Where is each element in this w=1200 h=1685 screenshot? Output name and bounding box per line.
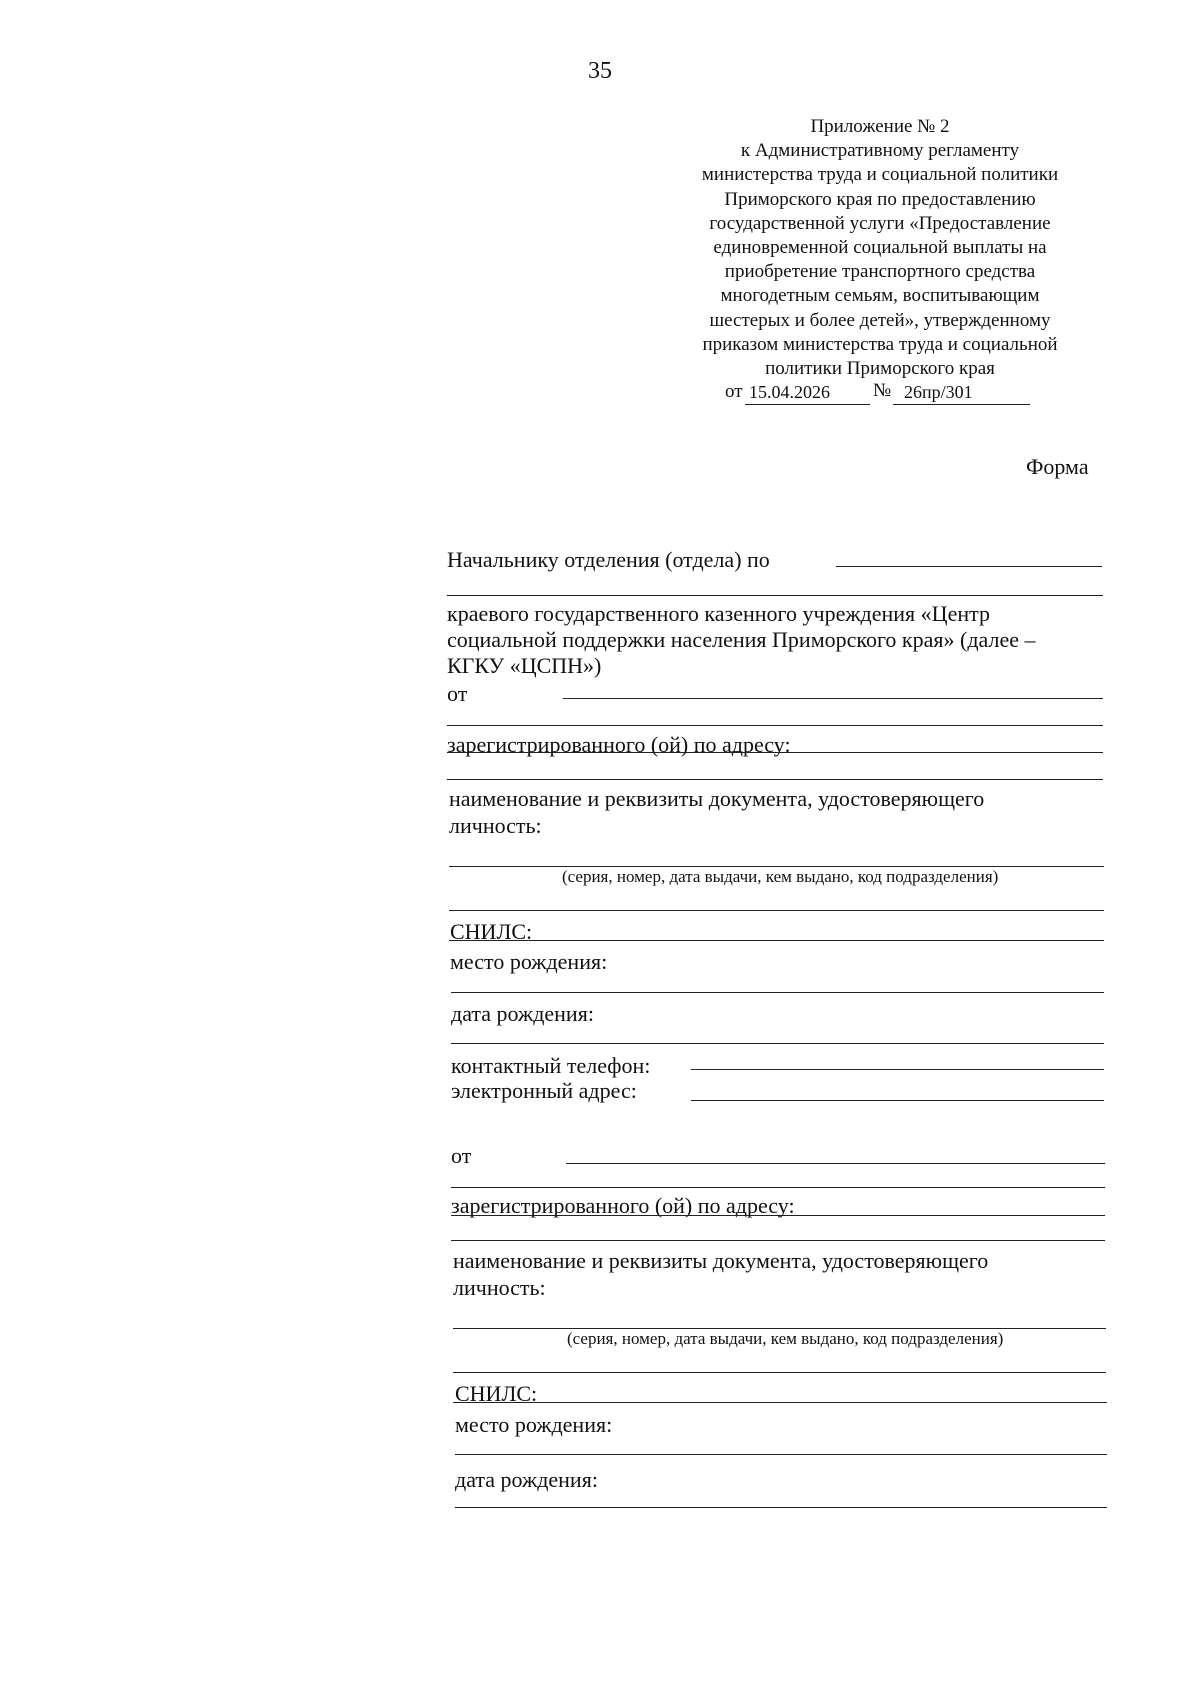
appendix-line: Приложение № 2 xyxy=(810,116,950,137)
applicant1-registered-label: зарегистрированного (ой) по адресу: xyxy=(447,732,791,757)
applicant2-doc-line-2 xyxy=(453,1372,1106,1373)
applicant1-birthplace-line xyxy=(451,992,1104,993)
applicant1-birthplace-label: место рождения: xyxy=(450,949,608,974)
addressee-line-3: социальной поддержки населения Приморского края» (далее – xyxy=(447,627,1036,652)
applicant1-name-line-2 xyxy=(447,725,1103,726)
applicant1-doc-hint: (серия, номер, дата выдачи, кем выдано, код подразделения) xyxy=(562,867,999,886)
applicant1-phone-label: контактный телефон: xyxy=(451,1053,651,1078)
applicant2-snils-label: СНИЛС: xyxy=(455,1381,538,1406)
department-field-line xyxy=(836,566,1102,567)
applicant2-address-line-2 xyxy=(451,1240,1105,1241)
form-label: Форма xyxy=(1026,454,1089,479)
applicant1-birthdate-label: дата рождения: xyxy=(451,1001,594,1026)
order-number-prefix: № xyxy=(873,380,892,401)
appendix-line: приказом министерства труда и социальной xyxy=(702,333,1058,355)
appendix-line: министерства труда и социальной политики xyxy=(701,164,1059,186)
appendix-line: к Административному регламенту xyxy=(740,140,1020,162)
applicant2-snils-line xyxy=(453,1402,1107,1403)
applicant2-from-label: от xyxy=(451,1143,472,1168)
department-field-line-2 xyxy=(447,595,1103,596)
applicant1-snils-label: СНИЛС: xyxy=(450,919,533,944)
applicant1-address-line xyxy=(447,752,1103,753)
applicant2-birthdate-label: дата рождения: xyxy=(455,1467,598,1492)
addressee-line-2: краевого государственного казенного учреждения «Центр xyxy=(447,601,990,626)
applicant1-birthdate-line xyxy=(451,1043,1104,1044)
applicant1-doc-label-2: личность: xyxy=(449,813,542,838)
appendix-line: единовременной социальной выплаты на xyxy=(713,237,1047,259)
applicant1-from-label: от xyxy=(447,681,468,706)
applicant1-doc-line-2 xyxy=(449,910,1104,911)
applicant2-registered-label: зарегистрированного (ой) по адресу: xyxy=(451,1193,795,1218)
applicant2-address-line xyxy=(451,1215,1105,1216)
applicant2-birthplace-line xyxy=(455,1454,1107,1455)
applicant1-email-label: электронный адрес: xyxy=(451,1078,637,1103)
applicant2-doc-label-2: личность: xyxy=(453,1275,546,1300)
applicant2-name-line xyxy=(566,1163,1105,1164)
order-number: 26пр/301 xyxy=(904,382,973,402)
applicant2-doc-label-1: наименование и реквизиты документа, удостоверяющего xyxy=(453,1248,989,1273)
applicant1-name-line xyxy=(563,698,1103,699)
applicant1-doc-label-1: наименование и реквизиты документа, удостоверяющего xyxy=(449,786,985,811)
order-date-prefix: от xyxy=(725,381,743,402)
applicant1-email-line xyxy=(691,1100,1104,1101)
order-number-underline xyxy=(893,404,1030,405)
appendix-line: политики Приморского края xyxy=(765,358,995,380)
applicant1-address-line-2 xyxy=(447,779,1103,780)
order-date: 15.04.2026 xyxy=(749,382,830,402)
applicant1-phone-line xyxy=(691,1069,1104,1070)
applicant2-doc-hint: (серия, номер, дата выдачи, кем выдано, код подразделения) xyxy=(567,1329,1004,1348)
order-date-underline xyxy=(745,404,870,405)
page-number: 35 xyxy=(588,58,612,84)
applicant2-birthplace-label: место рождения: xyxy=(455,1412,613,1437)
appendix-line: шестерых и более детей», утвержденному xyxy=(709,309,1051,331)
addressee-line-1: Начальнику отделения (отдела) по xyxy=(447,547,770,572)
appendix-line: многодетным семьям, воспитывающим xyxy=(720,285,1040,307)
appendix-line: Приморского края по предоставлению xyxy=(724,188,1036,210)
appendix-line: государственной услуги «Предоставление xyxy=(709,212,1051,234)
applicant2-birthdate-line xyxy=(455,1507,1107,1508)
appendix-line: приобретение транспортного средства xyxy=(724,261,1036,283)
appendix-header xyxy=(664,115,1096,381)
applicant2-name-line-2 xyxy=(451,1187,1105,1188)
applicant1-snils-line xyxy=(449,940,1104,941)
addressee-line-4: КГКУ «ЦСПН») xyxy=(447,653,602,678)
